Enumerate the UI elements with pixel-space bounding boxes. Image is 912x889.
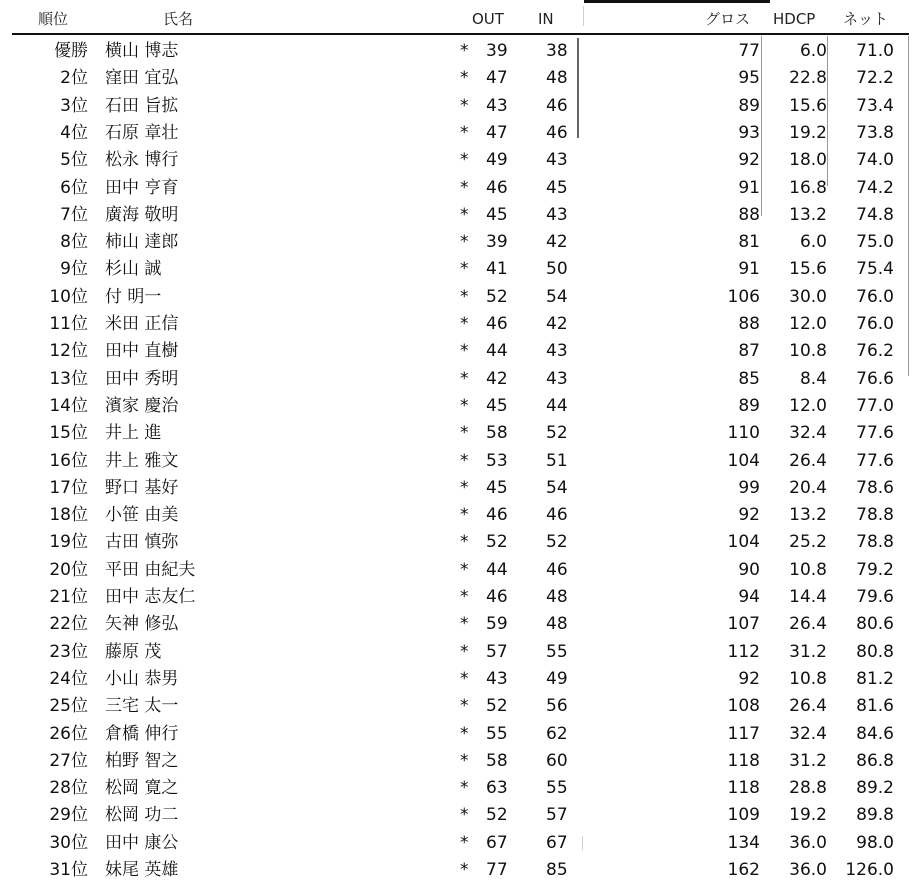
hdcp-cell: 32.4 [789,423,827,444]
table-row [0,283,912,310]
rank-cell: 16位 [49,450,88,471]
table-row [0,556,912,583]
name-cell: 松永 博行 [105,150,179,171]
handicap-mark: * [460,668,469,689]
handicap-mark: * [460,723,469,744]
hdcp-cell: 31.2 [789,641,827,662]
in-score-cell: 57 [546,805,568,826]
in-score-cell: 54 [546,286,568,307]
name-cell: 三宅 太一 [105,696,179,717]
table-row [0,64,912,91]
header-out: OUT [472,10,504,28]
out-score-cell: 67 [486,832,508,853]
handicap-mark: * [460,95,469,116]
hdcp-cell: 26.4 [789,696,827,717]
out-score-cell: 49 [486,150,508,171]
rank-cell: 14位 [49,395,88,416]
table-row [0,447,912,474]
name-cell: 田中 秀明 [105,368,179,389]
handicap-mark: * [460,68,469,89]
in-score-cell: 55 [546,641,568,662]
table-row [0,37,912,64]
name-cell: 米田 正信 [105,314,179,334]
header-in: IN [538,10,554,28]
gross-score-cell: 94 [738,587,760,607]
table-row [0,365,912,392]
header-gross: グロス [705,10,751,28]
in-score-cell: 43 [546,368,568,389]
in-score-cell: 43 [546,204,568,225]
in-score-cell: 48 [546,587,568,607]
in-score-cell: 50 [546,259,568,280]
gross-score-cell: 95 [738,68,760,89]
gross-score-cell: 92 [738,668,760,689]
gross-score-cell: 109 [727,805,760,826]
rank-cell: 7位 [60,204,88,225]
in-score-cell: 46 [546,95,568,116]
hdcp-cell: 18.0 [789,150,827,171]
net-score-cell: 77.6 [856,423,894,444]
gross-score-cell: 118 [727,750,760,771]
rank-cell: 5位 [60,150,88,171]
out-score-cell: 45 [486,477,508,498]
gross-score-cell: 77 [738,41,760,61]
hdcp-cell: 13.2 [789,505,827,526]
hdcp-cell: 30.0 [789,286,827,307]
out-score-cell: 44 [486,559,508,580]
rank-cell: 11位 [49,314,88,334]
net-score-cell: 77.0 [856,395,894,416]
name-cell: 倉橋 伸行 [105,723,179,744]
gross-score-cell: 104 [727,532,760,553]
out-score-cell: 47 [486,68,508,89]
table-row [0,146,912,173]
table-row [0,310,912,337]
hdcp-cell: 36.0 [789,832,827,853]
rank-cell: 29位 [49,805,88,826]
net-score-cell: 75.0 [856,232,894,253]
in-score-cell: 52 [546,423,568,444]
net-score-cell: 74.8 [856,204,894,225]
rank-cell: 4位 [60,122,88,143]
rank-cell: 3位 [60,95,88,116]
name-cell: 付 明一 [105,286,162,307]
handicap-mark: * [460,614,469,635]
name-cell: 藤原 茂 [105,641,162,662]
net-score-cell: 126.0 [845,860,894,880]
net-score-cell: 80.6 [856,614,894,635]
rank-cell: 30位 [49,832,88,853]
table-header [0,0,912,32]
out-score-cell: 43 [486,95,508,116]
rank-cell: 13位 [49,368,88,389]
net-score-cell: 78.6 [856,477,894,498]
name-cell: 柿山 達郎 [105,232,179,253]
out-score-cell: 52 [486,805,508,826]
hdcp-cell: 8.4 [799,368,827,389]
handicap-mark: * [460,341,469,362]
rank-cell: 25位 [49,696,88,717]
net-score-cell: 79.6 [856,587,894,607]
rank-cell: 24位 [49,668,88,689]
gross-score-cell: 108 [727,696,760,717]
rank-cell: 21位 [49,587,88,607]
out-score-cell: 46 [486,177,508,198]
hdcp-cell: 36.0 [789,860,827,880]
table-row [0,692,912,719]
handicap-mark: * [460,314,469,334]
net-score-cell: 84.6 [856,723,894,744]
net-score-cell: 71.0 [856,41,894,61]
handicap-mark: * [460,805,469,826]
hdcp-cell: 19.2 [789,122,827,143]
out-score-cell: 41 [486,259,508,280]
gross-score-cell: 110 [727,423,760,444]
net-score-cell: 77.6 [856,450,894,471]
handicap-mark: * [460,832,469,853]
handicap-mark: * [460,778,469,799]
net-score-cell: 76.2 [856,341,894,362]
hdcp-cell: 16.8 [789,177,827,198]
rank-cell: 2位 [60,68,88,89]
out-score-cell: 46 [486,505,508,526]
in-score-cell: 56 [546,696,568,717]
gross-score-cell: 93 [738,122,760,143]
hdcp-cell: 32.4 [789,723,827,744]
table-row [0,392,912,419]
name-cell: 矢神 修弘 [105,614,179,635]
table-row [0,174,912,201]
hdcp-cell: 22.8 [789,68,827,89]
in-score-cell: 67 [546,832,568,853]
scan-artifact [583,6,584,26]
in-score-cell: 42 [546,314,568,334]
table-row [0,829,912,856]
handicap-mark: * [460,641,469,662]
out-score-cell: 57 [486,641,508,662]
rank-cell: 19位 [49,532,88,553]
handicap-mark: * [460,150,469,171]
rank-cell: 12位 [49,341,88,362]
handicap-mark: * [460,259,469,280]
name-cell: 小笹 由美 [105,505,179,526]
table-row [0,228,912,255]
rank-cell: 17位 [49,477,88,498]
out-score-cell: 46 [486,314,508,334]
rank-cell: 8位 [60,232,88,253]
name-cell: 松岡 寛之 [105,778,179,799]
in-score-cell: 46 [546,505,568,526]
handicap-mark: * [460,860,469,880]
handicap-mark: * [460,423,469,444]
in-score-cell: 38 [546,41,568,61]
table-row [0,638,912,665]
table-row [0,774,912,801]
handicap-mark: * [460,286,469,307]
hdcp-cell: 26.4 [789,450,827,471]
in-score-cell: 60 [546,750,568,771]
net-score-cell: 89.2 [856,778,894,799]
in-score-cell: 54 [546,477,568,498]
out-score-cell: 52 [486,532,508,553]
out-score-cell: 45 [486,204,508,225]
hdcp-cell: 31.2 [789,750,827,771]
hdcp-cell: 10.8 [789,668,827,689]
name-cell: 平田 由紀夫 [105,559,196,580]
in-score-cell: 43 [546,341,568,362]
gross-score-cell: 89 [738,395,760,416]
name-cell: 石原 章壮 [105,122,179,143]
hdcp-cell: 6.0 [799,232,827,253]
rank-cell: 31位 [49,860,88,880]
handicap-mark: * [460,41,469,61]
name-cell: 小山 恭男 [105,668,179,689]
handicap-mark: * [460,477,469,498]
out-score-cell: 39 [486,41,508,61]
out-score-cell: 58 [486,750,508,771]
hdcp-cell: 25.2 [789,532,827,553]
in-score-cell: 49 [546,668,568,689]
name-cell: 野口 基好 [105,477,179,498]
hdcp-cell: 15.6 [789,95,827,116]
rank-cell: 6位 [60,177,88,198]
in-score-cell: 46 [546,559,568,580]
net-score-cell: 76.6 [856,368,894,389]
hdcp-cell: 10.8 [789,341,827,362]
rank-cell: 28位 [49,778,88,799]
net-score-cell: 86.8 [856,750,894,771]
net-score-cell: 73.8 [856,122,894,143]
name-cell: 廣海 敬明 [105,204,179,225]
table-row [0,747,912,774]
table-row [0,201,912,228]
rank-cell: 18位 [49,505,88,526]
handicap-mark: * [460,177,469,198]
out-score-cell: 52 [486,286,508,307]
net-score-cell: 78.8 [856,532,894,553]
in-score-cell: 62 [546,723,568,744]
out-score-cell: 46 [486,587,508,607]
hdcp-cell: 6.0 [799,41,827,61]
in-score-cell: 44 [546,395,568,416]
hdcp-cell: 12.0 [789,314,827,334]
net-score-cell: 72.2 [856,68,894,89]
rank-cell: 優勝 [54,41,88,61]
hdcp-cell: 26.4 [789,614,827,635]
handicap-mark: * [460,368,469,389]
gross-score-cell: 99 [738,477,760,498]
header-divider [12,33,909,35]
net-score-cell: 78.8 [856,505,894,526]
in-score-cell: 55 [546,778,568,799]
rank-cell: 10位 [49,286,88,307]
gross-score-cell: 92 [738,505,760,526]
table-row [0,583,912,610]
table-row [0,856,912,883]
out-score-cell: 59 [486,614,508,635]
name-cell: 窪田 宜弘 [105,68,179,89]
handicap-mark: * [460,395,469,416]
name-cell: 松岡 功二 [105,805,179,826]
table-row [0,337,912,364]
in-score-cell: 45 [546,177,568,198]
header-net: ネット [843,10,889,28]
handicap-mark: * [460,750,469,771]
gross-score-cell: 118 [727,778,760,799]
net-score-cell: 89.8 [856,805,894,826]
out-score-cell: 58 [486,423,508,444]
rank-cell: 26位 [49,723,88,744]
table-row [0,610,912,637]
in-score-cell: 42 [546,232,568,253]
name-cell: 田中 直樹 [105,341,179,362]
name-cell: 石田 旨拡 [105,95,179,116]
gross-score-cell: 89 [738,95,760,116]
net-score-cell: 76.0 [856,314,894,334]
name-cell: 濱家 慶治 [105,395,179,416]
handicap-mark: * [460,696,469,717]
handicap-mark: * [460,559,469,580]
table-row [0,720,912,747]
gross-score-cell: 85 [738,368,760,389]
hdcp-cell: 10.8 [789,559,827,580]
net-score-cell: 76.0 [856,286,894,307]
table-row [0,528,912,555]
hdcp-cell: 13.2 [789,204,827,225]
name-cell: 古田 慎弥 [105,532,179,553]
rank-cell: 23位 [49,641,88,662]
gross-score-cell: 112 [727,641,760,662]
header-hdcp: HDCP [773,10,816,28]
gross-score-cell: 88 [738,314,760,334]
net-score-cell: 74.0 [856,150,894,171]
net-score-cell: 80.8 [856,641,894,662]
header-rank: 順位 [38,10,69,28]
table-row [0,419,912,446]
hdcp-cell: 28.8 [789,778,827,799]
gross-score-cell: 104 [727,450,760,471]
table-row [0,665,912,692]
gross-score-cell: 90 [738,559,760,580]
out-score-cell: 39 [486,232,508,253]
gross-score-cell: 117 [727,723,760,744]
name-cell: 井上 進 [105,423,162,444]
in-score-cell: 51 [546,450,568,471]
gross-score-cell: 134 [727,832,760,853]
table-row [0,119,912,146]
name-cell: 横山 博志 [105,41,179,61]
rank-cell: 15位 [49,423,88,444]
in-score-cell: 43 [546,150,568,171]
out-score-cell: 55 [486,723,508,744]
out-score-cell: 44 [486,341,508,362]
rank-cell: 22位 [49,614,88,635]
name-cell: 井上 雅文 [105,450,179,471]
out-score-cell: 43 [486,668,508,689]
in-score-cell: 48 [546,68,568,89]
net-score-cell: 81.6 [856,696,894,717]
out-score-cell: 77 [486,860,508,880]
header-name: 氏名 [163,10,194,28]
name-cell: 柏野 智之 [105,750,179,771]
name-cell: 田中 志友仁 [105,587,196,607]
handicap-mark: * [460,232,469,253]
hdcp-cell: 12.0 [789,395,827,416]
handicap-mark: * [460,587,469,607]
table-row [0,474,912,501]
handicap-mark: * [460,450,469,471]
in-score-cell: 48 [546,614,568,635]
gross-score-cell: 106 [727,286,760,307]
gross-score-cell: 162 [727,860,760,880]
out-score-cell: 52 [486,696,508,717]
table-row [0,255,912,282]
table-row [0,801,912,828]
net-score-cell: 98.0 [856,832,894,853]
in-score-cell: 46 [546,122,568,143]
name-cell: 妹尾 英雄 [105,860,179,880]
handicap-mark: * [460,532,469,553]
net-score-cell: 79.2 [856,559,894,580]
name-cell: 杉山 誠 [105,259,162,280]
out-score-cell: 45 [486,395,508,416]
out-score-cell: 42 [486,368,508,389]
hdcp-cell: 15.6 [789,259,827,280]
gross-score-cell: 87 [738,341,760,362]
net-score-cell: 75.4 [856,259,894,280]
handicap-mark: * [460,204,469,225]
net-score-cell: 73.4 [856,95,894,116]
out-score-cell: 47 [486,122,508,143]
gross-score-cell: 92 [738,150,760,171]
table-row [0,92,912,119]
hdcp-cell: 20.4 [789,477,827,498]
net-score-cell: 74.2 [856,177,894,198]
gross-score-cell: 91 [738,177,760,198]
out-score-cell: 53 [486,450,508,471]
out-score-cell: 63 [486,778,508,799]
handicap-mark: * [460,122,469,143]
rank-cell: 27位 [49,750,88,771]
rank-cell: 9位 [60,259,88,280]
name-cell: 田中 亨育 [105,177,179,198]
table-row [0,501,912,528]
gross-score-cell: 107 [727,614,760,635]
hdcp-cell: 14.4 [789,587,827,607]
net-score-cell: 81.2 [856,668,894,689]
name-cell: 田中 康公 [105,832,179,853]
in-score-cell: 85 [546,860,568,880]
in-score-cell: 52 [546,532,568,553]
gross-score-cell: 81 [738,232,760,253]
rank-cell: 20位 [49,559,88,580]
handicap-mark: * [460,505,469,526]
gross-score-cell: 91 [738,259,760,280]
gross-score-cell: 88 [738,204,760,225]
hdcp-cell: 19.2 [789,805,827,826]
